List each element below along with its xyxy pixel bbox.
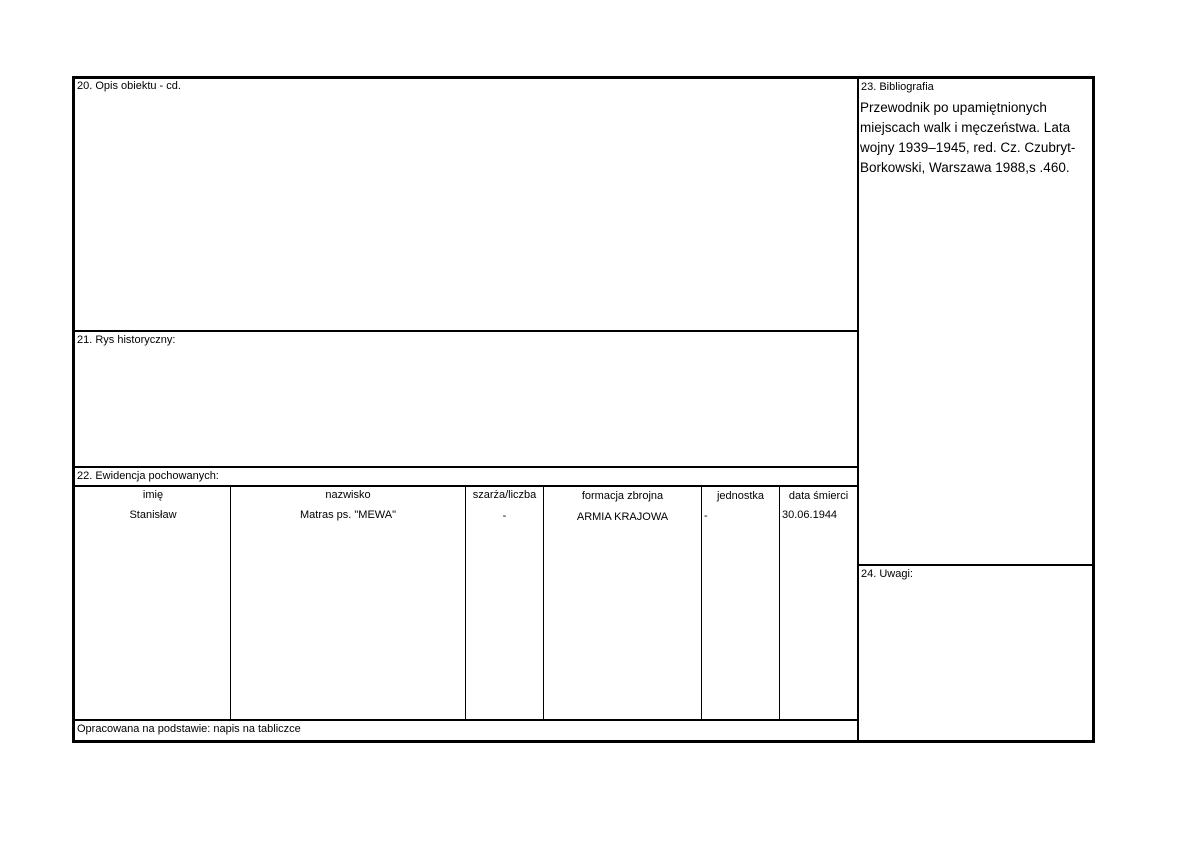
table-cell-nazwisko: Matras ps. "MEWA" (299, 509, 397, 521)
table-cell-formacja: ARMIA KRAJOWA (576, 511, 669, 523)
divider-ewidencja-table (75, 485, 858, 487)
table-col-line (779, 487, 780, 720)
section-label-bibliografia: 23. Bibliografia (861, 81, 934, 93)
table-cell-jednostka: - (704, 510, 708, 522)
divider-table-footer (75, 719, 858, 721)
frame-top (72, 76, 1095, 79)
section-label-rys: 21. Rys historyczny: (77, 334, 176, 346)
bibliography-line: Borkowski, Warszawa 1988,s .460. (860, 160, 1070, 175)
table-header-formacja: formacja zbrojna (581, 490, 664, 502)
frame-left (72, 76, 75, 743)
bibliography-text (860, 98, 1092, 178)
section-label-uwagi: 24. Uwagi: (861, 568, 913, 580)
bibliography-line: wojny 1939–1945, red. Cz. Czubryt- (860, 140, 1076, 155)
table-header-szarza: szarża/liczba (472, 489, 537, 501)
frame-right (1092, 76, 1095, 743)
table-cell-imie: Stanisław (129, 509, 177, 521)
bibliography-line: Przewodnik po upamiętnionych (860, 100, 1047, 115)
footer-note: Opracowana na podstawie: napis na tabliczce (77, 723, 301, 735)
divider-bibliografia-uwagi (859, 564, 1093, 566)
column-divider (857, 79, 859, 741)
section-label-ewidencja: 22. Ewidencja pochowanych: (77, 470, 219, 482)
table-cell-data: 30.06.1944 (782, 509, 838, 521)
table-header-imie: imię (142, 489, 164, 501)
divider-opis-rys (75, 330, 858, 332)
table-header-nazwisko: nazwisko (325, 489, 371, 501)
table-header-data: data śmierci (788, 490, 849, 502)
frame-bottom (72, 740, 1095, 743)
table-header-jednostka: jednostka (716, 490, 765, 502)
divider-rys-ewidencja (75, 466, 858, 468)
table-col-line (701, 487, 702, 720)
table-cell-szarza: - (502, 510, 507, 522)
bibliography-line: miejscach walk i męczeństwa. Lata (860, 120, 1071, 135)
section-label-opis: 20. Opis obiektu - cd. (77, 80, 181, 92)
